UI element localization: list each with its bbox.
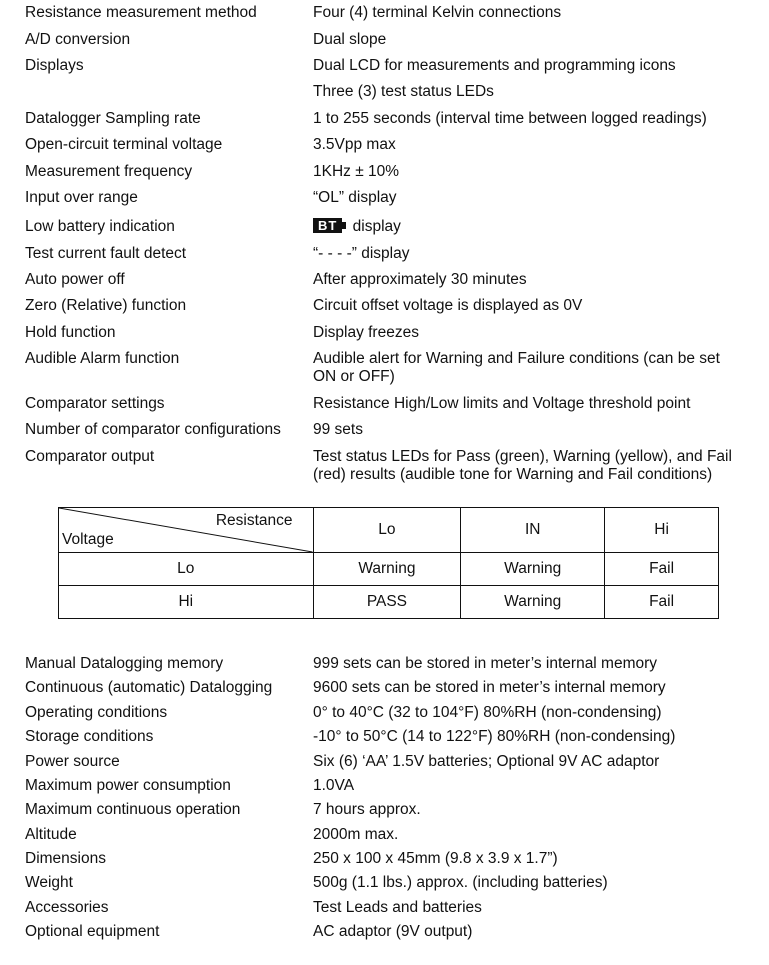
table-cell: Warning: [461, 586, 605, 619]
spec-value: 7 hours approx.: [313, 801, 421, 818]
spec-value: Audible alert for Warning and Failure conditions (can be set ON or OFF): [313, 350, 720, 385]
spec-label: Measurement frequency: [25, 163, 193, 180]
spec-label: Resistance measurement method: [25, 4, 257, 21]
spec-value: Test status LEDs for Pass (green), Warning (yellow), and Fail (red) results (audible tone for Warning and Fail conditions): [313, 448, 732, 483]
spec-label: Dimensions: [25, 850, 106, 867]
spec-value: Dual LCD for measurements and programming icons: [313, 57, 676, 74]
spec-label: Zero (Relative) function: [25, 297, 187, 314]
table-corner-cell: [59, 508, 314, 553]
table-row: [59, 586, 719, 619]
spec-value: Four (4) terminal Kelvin connections: [313, 4, 562, 21]
spec-label: A/D conversion: [25, 31, 131, 48]
spec-label: Comparator output: [25, 448, 155, 465]
spec-label: Manual Datalogging memory: [25, 655, 224, 672]
spec-value: 999 sets can be stored in meter’s internal memory: [313, 655, 658, 672]
spec-value: 500g (1.1 lbs.) approx. (including batteries): [313, 874, 608, 891]
spec-label: Weight: [25, 874, 73, 891]
spec-value: -10° to 50°C (14 to 122°F) 80%RH (non-condensing): [313, 728, 676, 745]
column-header: Lo: [313, 508, 461, 553]
voltage-axis-label: Voltage: [62, 531, 114, 548]
spec-label: Number of comparator configurations: [25, 421, 281, 438]
spec-label: Operating conditions: [25, 704, 168, 721]
column-header: Hi: [605, 508, 719, 553]
row-header: Lo: [59, 553, 314, 586]
spec-value: [313, 218, 758, 236]
table-cell: Fail: [605, 553, 719, 586]
spec-label: Input over range: [25, 189, 138, 206]
spec-value: 99 sets: [313, 421, 363, 438]
table-cell: Fail: [605, 586, 719, 619]
spec-value: Display freezes: [313, 324, 419, 341]
spec-label: Audible Alarm function: [25, 350, 180, 367]
spec-label: Comparator settings: [25, 395, 165, 412]
spec-value: Three (3) test status LEDs: [313, 83, 494, 100]
spec-value: Test Leads and batteries: [313, 899, 482, 916]
spec-value: 0° to 40°C (32 to 104°F) 80%RH (non-condensing): [313, 704, 662, 721]
column-header: IN: [461, 508, 605, 553]
spec-label: Hold function: [25, 324, 116, 341]
spec-value: Circuit offset voltage is displayed as 0V: [313, 297, 583, 314]
spec-value: After approximately 30 minutes: [313, 271, 527, 288]
spec-value: 3.5Vpp max: [313, 136, 396, 153]
spec-label: Open-circuit terminal voltage: [25, 136, 223, 153]
spec-label: Altitude: [25, 826, 77, 843]
spec-value: Six (6) ‘AA’ 1.5V batteries; Optional 9V AC adaptor: [313, 753, 660, 770]
spec-value: “OL” display: [313, 189, 397, 206]
table-cell: PASS: [313, 586, 461, 619]
spec-label: Test current fault detect: [25, 245, 187, 262]
spec-label: Accessories: [25, 899, 109, 916]
table-cell: Warning: [461, 553, 605, 586]
battery-icon: BT: [313, 218, 342, 233]
spec-label: Maximum continuous operation: [25, 801, 241, 818]
comparator-table: [58, 507, 719, 619]
spec-value: 1.0VA: [313, 777, 355, 794]
spec-label: Datalogger Sampling rate: [25, 110, 201, 127]
spec-value: 2000m max.: [313, 826, 399, 843]
spec-label: Optional equipment: [25, 923, 160, 940]
spec-value-text: display: [352, 218, 401, 235]
spec-value: “- - - -” display: [313, 245, 410, 262]
spec-label: Low battery indication: [25, 218, 175, 235]
spec-label: Auto power off: [25, 271, 125, 288]
spec-value: Resistance High/Low limits and Voltage threshold point: [313, 395, 691, 412]
table-row: [59, 553, 719, 586]
spec-value: 1KHz ± 10%: [313, 163, 400, 180]
spec-label: Displays: [25, 57, 84, 74]
table-cell: Warning: [313, 553, 461, 586]
spec-label: Continuous (automatic) Datalogging: [25, 679, 273, 696]
spec-value: 9600 sets can be stored in meter’s internal memory: [313, 679, 666, 696]
spec-label: Maximum power consumption: [25, 777, 231, 794]
spec-value: 250 x 100 x 45mm (9.8 x 3.9 x 1.7”): [313, 850, 558, 867]
spec-value: Dual slope: [313, 31, 387, 48]
spec-label: Power source: [25, 753, 120, 770]
spec-value: AC adaptor (9V output): [313, 923, 473, 940]
spec-value: 1 to 255 seconds (interval time between logged readings): [313, 110, 707, 127]
row-header: Hi: [59, 586, 314, 619]
resistance-axis-label: Resistance: [215, 512, 293, 529]
spec-label: Storage conditions: [25, 728, 154, 745]
